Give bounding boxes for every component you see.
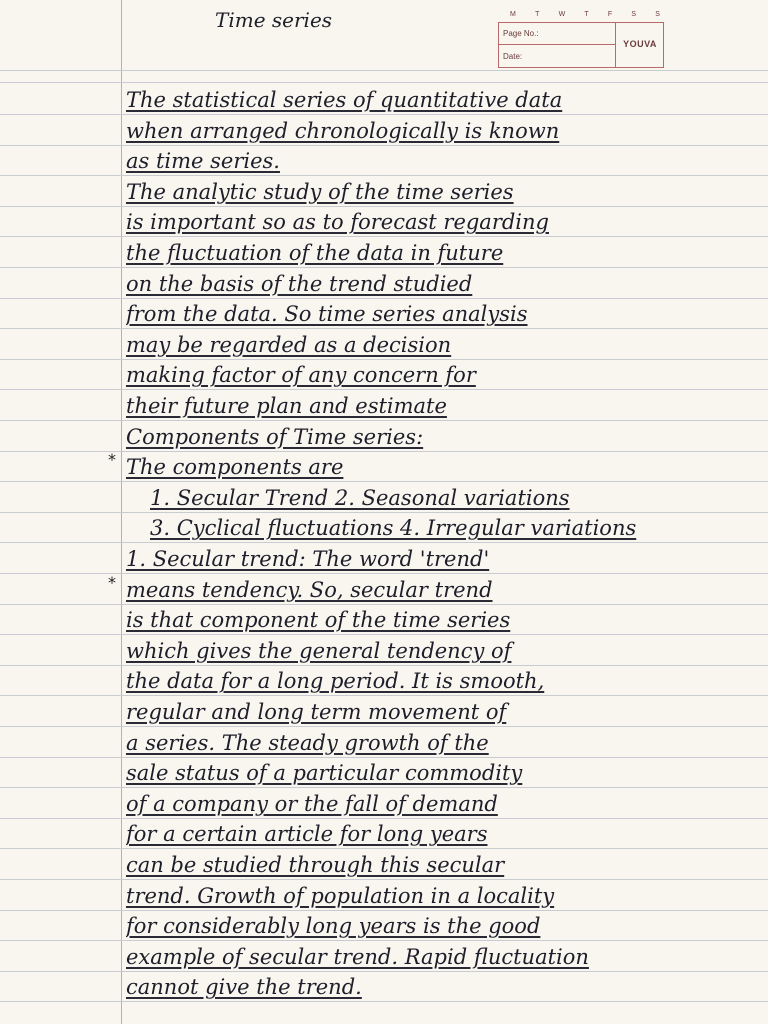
weekday-fri: F bbox=[607, 11, 613, 18]
ruled-line bbox=[0, 145, 768, 146]
ruled-line bbox=[0, 848, 768, 849]
ruled-line bbox=[0, 298, 768, 299]
text-line: means tendency. So, secular trend bbox=[126, 577, 493, 602]
ruled-line bbox=[0, 175, 768, 176]
text-line: trend. Growth of population in a locality bbox=[126, 883, 555, 908]
text-line: Components of Time series: bbox=[126, 424, 424, 449]
text-line: of a company or the fall of demand bbox=[126, 791, 498, 816]
ruled-line bbox=[0, 787, 768, 788]
text-line: the fluctuation of the data in future bbox=[126, 241, 504, 265]
brand-logo: YOUVA bbox=[623, 39, 657, 49]
ruled-line bbox=[0, 359, 768, 360]
weekday-tue: T bbox=[535, 11, 540, 18]
ruled-line bbox=[0, 542, 768, 543]
text-line: from the data. So time series analysis bbox=[126, 302, 528, 327]
text-line: is that component of the time series bbox=[126, 608, 511, 633]
text-line: 3. Cyclical fluctuations 4. Irregular variations bbox=[150, 516, 637, 541]
header-rule bbox=[0, 82, 768, 83]
text-line: sale status of a particular commodity bbox=[126, 761, 523, 786]
ruled-line bbox=[0, 206, 768, 207]
text-line: may be regarded as a decision bbox=[126, 332, 452, 357]
page-info-box bbox=[498, 22, 664, 68]
text-line: is important so as to forecast regarding bbox=[126, 210, 549, 235]
asterisk-mark: * bbox=[108, 573, 116, 592]
ruled-line bbox=[0, 328, 768, 329]
text-line: which gives the general tendency of bbox=[126, 638, 512, 663]
text-line: as time series. bbox=[126, 149, 280, 174]
ruled-line bbox=[0, 604, 768, 605]
text-line: a series. The steady growth of the bbox=[126, 730, 489, 755]
ruled-line bbox=[0, 389, 768, 390]
header-rule bbox=[0, 70, 768, 71]
text-line: for considerably long years is the good bbox=[126, 914, 541, 939]
text-line: on the basis of the trend studied bbox=[126, 271, 473, 296]
text-line: making factor of any concern for bbox=[126, 363, 476, 388]
ruled-line bbox=[0, 1001, 768, 1002]
date-label: Date: bbox=[503, 52, 523, 61]
text-line: example of secular trend. Rapid fluctuation bbox=[126, 944, 589, 969]
text-line: regular and long term movement of bbox=[126, 700, 507, 724]
text-line: The statistical series of quantitative data bbox=[126, 88, 563, 112]
ruled-line bbox=[0, 910, 768, 911]
ruled-line bbox=[0, 236, 768, 237]
weekday-wed: W bbox=[558, 11, 566, 18]
ruled-line bbox=[0, 971, 768, 972]
ruled-line bbox=[0, 634, 768, 635]
ruled-line bbox=[0, 757, 768, 758]
ruled-line bbox=[0, 665, 768, 666]
text-line: can be studied through this secular bbox=[126, 853, 505, 877]
page-title: Time series bbox=[215, 8, 333, 32]
ruled-line bbox=[0, 879, 768, 880]
ruled-line bbox=[0, 420, 768, 421]
weekday-sat: S bbox=[631, 11, 637, 18]
weekday-mon: M bbox=[510, 11, 516, 18]
asterisk-mark: * bbox=[108, 450, 116, 469]
text-line: 1. Secular Trend 2. Seasonal variations bbox=[150, 485, 570, 510]
page-no-label: Page No.: bbox=[499, 23, 615, 45]
ruled-line bbox=[0, 726, 768, 727]
ruled-line bbox=[0, 481, 768, 482]
ruled-line bbox=[0, 114, 768, 115]
weekday-sun: S bbox=[655, 11, 660, 18]
text-line: their future plan and estimate bbox=[126, 394, 447, 418]
text-line: The analytic study of the time series bbox=[126, 179, 514, 204]
text-line: for a certain article for long years bbox=[126, 822, 488, 847]
text-line: when arranged chronologically is known bbox=[126, 118, 560, 143]
weekday-strip bbox=[510, 11, 660, 18]
ruled-line bbox=[0, 818, 768, 819]
ruled-line bbox=[0, 695, 768, 696]
ruled-line bbox=[0, 512, 768, 513]
text-line: cannot give the trend. bbox=[126, 975, 362, 1000]
ruled-line bbox=[0, 940, 768, 941]
text-line: The components are bbox=[126, 455, 344, 480]
weekday-thu: T bbox=[584, 11, 589, 18]
text-line: 1. Secular trend: The word 'trend' bbox=[126, 547, 490, 571]
text-line: the data for a long period. It is smooth, bbox=[126, 669, 545, 694]
ruled-line bbox=[0, 267, 768, 268]
